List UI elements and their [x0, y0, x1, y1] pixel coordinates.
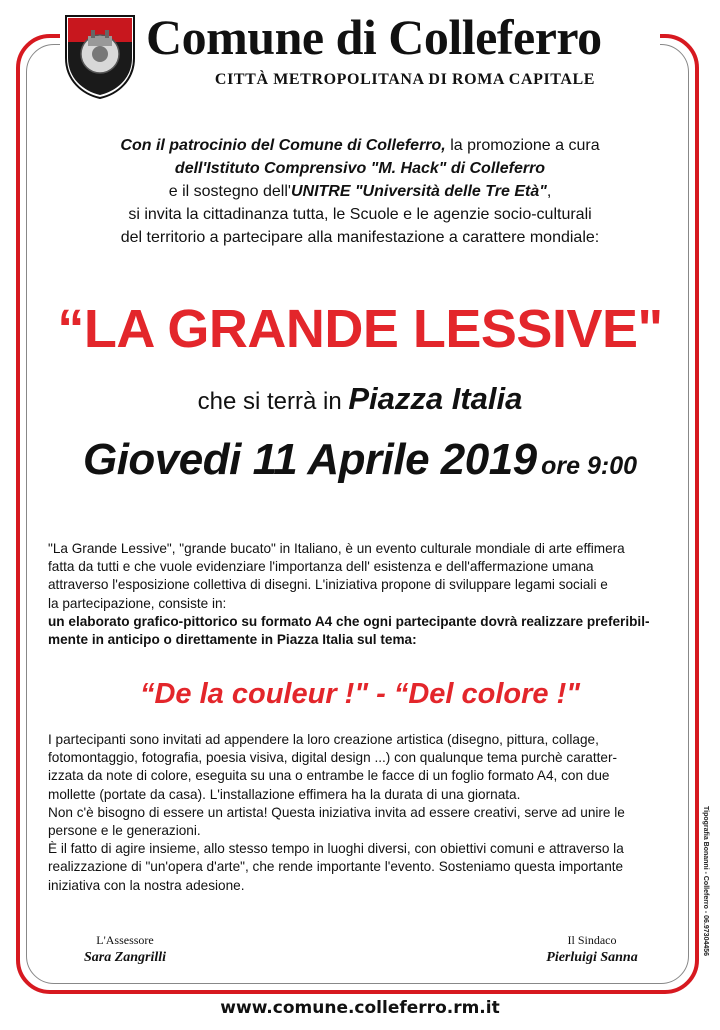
signature-role: Il Sindaco: [567, 933, 617, 947]
details-paragraph: [48, 731, 688, 895]
school-name: dell'Istituto Comprensivo "M. Hack" di Colleferro: [174, 160, 546, 177]
event-time: ore 9:00: [541, 452, 637, 480]
event-title: “LA GRANDE LESSIVE": [57, 299, 663, 359]
venue-prefix: che si terrà in: [197, 388, 349, 415]
municipal-crest-icon: [64, 14, 136, 100]
details-line: I partecipanti sono invitati ad appendere la loro creazione artistica (disegno, pittura, collage,: [48, 732, 599, 747]
intro-text: la promozione a cura: [445, 137, 600, 154]
details-line: persone e le generazioni.: [48, 823, 201, 839]
details-line: izzata da note di colore, eseguita su una o entrambe le facce di un foglio formato A4, con due: [48, 768, 610, 784]
signature-role: L'Assessore: [96, 933, 154, 947]
venue-place: Piazza Italia: [348, 381, 523, 416]
details-line: mollette (portate da casa). L'installazione effimera ha la durata di una giornata.: [48, 786, 521, 802]
details-line: È il fatto di agire insieme, allo stesso tempo in luoghi diversi, con obiettivi comuni e attraverso la: [48, 841, 624, 857]
signature-assessore: [60, 932, 190, 968]
details-line: realizzazione di "un'opera d'arte", che rende importante l'evento. Sosteniamo questa importante: [48, 859, 624, 875]
printer-credit: Tipografia Bonanni - Colleferro - 06.97304456: [702, 806, 709, 957]
header-subtitle: CITTÀ METROPOLITANA DI ROMA CAPITALE: [214, 71, 596, 88]
description-paragraph: [48, 540, 680, 649]
description-line: fatta da tutti e che vuole evidenziare l'importanza dell' esistenza e dell'affermazione umana: [48, 559, 594, 575]
intro-text: e il sostegno dell': [168, 183, 291, 200]
details-line: iniziativa con la nostra adesione.: [48, 877, 245, 893]
description-line: la partecipazione, consiste in:: [48, 595, 227, 611]
event-venue: [20, 382, 700, 419]
intro-text: ,: [546, 183, 552, 200]
details-line: fotomontaggio, fotografia, poesia visiva, digital design ...) con qualunque tema purchè caratter-: [48, 750, 618, 766]
signature-name: Pierluigi Sanna: [546, 950, 638, 965]
description-line: attraverso l'esposizione collettiva di disegni. L'iniziativa propone di sviluppare legami sociali e: [48, 577, 608, 593]
unitre-name: UNITRE "Università delle Tre Età": [290, 183, 547, 200]
event-date: [20, 430, 700, 500]
event-date-text: Giovedi 11 Aprile 2019: [82, 435, 537, 484]
description-line: "La Grande Lessive", "grande bucato" in Italiano, è un evento culturale mondiale di arte effimera: [48, 541, 625, 556]
signature-sindaco: [522, 932, 662, 968]
intro-line: del territorio a partecipare alla manifestazione a carattere mondiale:: [120, 229, 600, 246]
intro-paragraph: [40, 134, 680, 249]
intro-line: [40, 157, 680, 180]
intro-line: [40, 134, 680, 157]
details-line: Non c'è bisogno di essere un artista! Questa iniziativa invita ad essere creativi, serve ad unire le: [48, 804, 625, 820]
description-line: un elaborato grafico-pittorico su formato A4 che ogni partecipante dovrà realizzare preferibil-: [48, 613, 650, 629]
intro-line: [40, 180, 680, 203]
header-title: Comune di Colleferro: [146, 9, 602, 65]
website-url: www.comune.colleferro.rm.it: [220, 998, 500, 1018]
signature-name: Sara Zangrilli: [83, 950, 167, 965]
description-line: mente in anticipo o direttamente in Piazza Italia sul tema:: [48, 632, 417, 648]
patronage-text: Con il patrocinio del Comune di Colleferro,: [120, 137, 446, 154]
theme-slogan: “De la couleur !" - “Del colore !": [139, 678, 581, 710]
intro-line: si invita la cittadinanza tutta, le Scuole e le agenzie socio-culturali: [128, 206, 592, 223]
